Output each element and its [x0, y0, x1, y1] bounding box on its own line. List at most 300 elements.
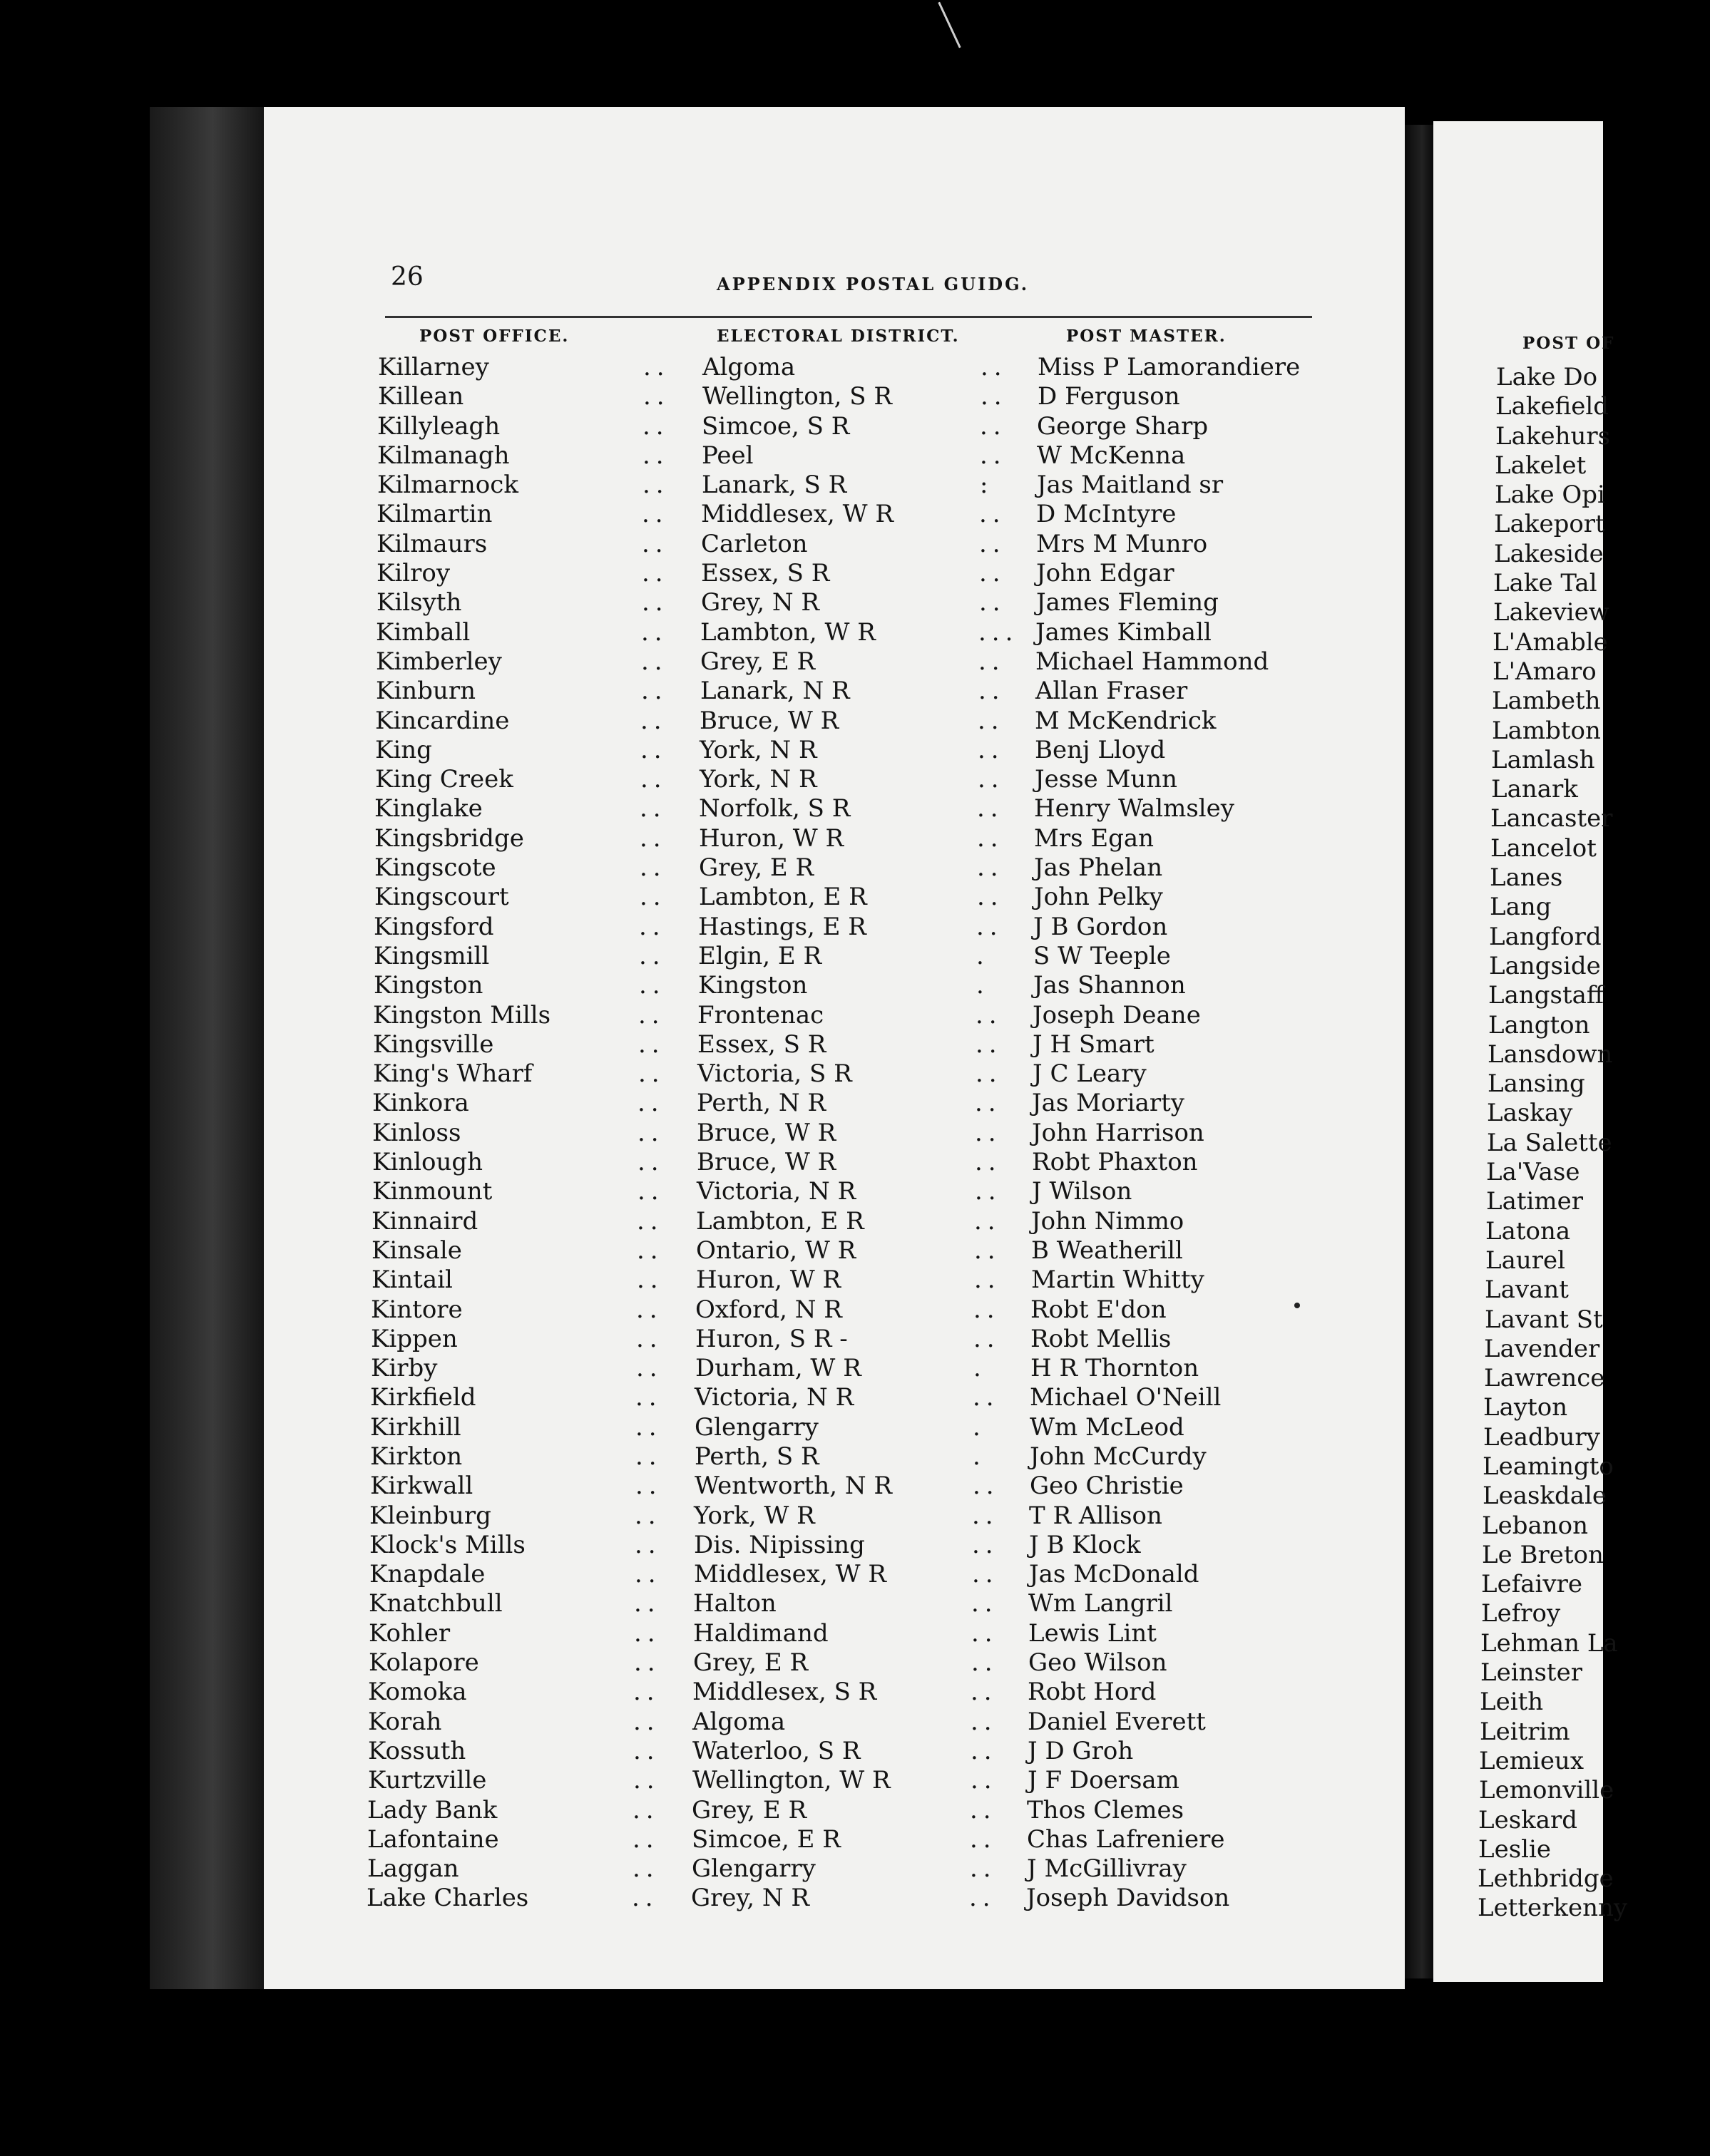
- table-row: [377, 588, 1389, 617]
- post-office-name: Killean: [378, 382, 464, 411]
- electoral-district: Lanark, N R: [700, 677, 850, 706]
- post-office-name: Kilmartin: [377, 500, 493, 529]
- leader-dots: ..: [970, 1854, 997, 1884]
- list-item: [1479, 1776, 1710, 1805]
- list-item: [1493, 598, 1710, 627]
- list-item: [1496, 510, 1710, 539]
- leader-dots: ..: [633, 1678, 660, 1707]
- post-office-name: Korah: [368, 1707, 442, 1736]
- leader-dots: ..: [971, 1707, 998, 1736]
- leader-dots: ..: [642, 588, 669, 617]
- post-office-name: L'Amable: [1493, 627, 1608, 657]
- leader-dots: ..: [973, 1324, 1000, 1353]
- post-master-name: J C Leary: [1033, 1059, 1147, 1089]
- list-item: [1484, 1364, 1710, 1393]
- list-item: [1485, 1246, 1710, 1275]
- leader-dots: ..: [971, 1766, 998, 1795]
- leader-dots: ..: [971, 1648, 998, 1678]
- leader-dots: ..: [978, 677, 1005, 706]
- post-office-table: [367, 353, 1391, 1914]
- post-master-name: J Wilson: [1032, 1177, 1132, 1206]
- leader-dots: ..: [975, 1148, 1002, 1177]
- post-master-name: James Fleming: [1036, 588, 1219, 617]
- list-item: [1480, 1628, 1710, 1658]
- leader-dots: ..: [643, 382, 670, 411]
- page-header: [0, 262, 1603, 305]
- post-office-name: Kintore: [371, 1295, 463, 1324]
- table-row: [378, 353, 1391, 382]
- leader-dots: ..: [637, 1236, 664, 1265]
- post-master-name: John Pelky: [1034, 883, 1163, 912]
- leader-dots: ..: [981, 353, 1008, 381]
- leader-dots: ..: [972, 1560, 999, 1589]
- post-master-name: D McIntyre: [1036, 500, 1177, 529]
- post-office-name: Lakeview: [1493, 598, 1609, 627]
- post-master-name: Michael O'Neill: [1030, 1383, 1222, 1412]
- table-row: [370, 1472, 1383, 1501]
- leader-dots: ..: [635, 1412, 662, 1442]
- leader-dots: ..: [643, 353, 670, 381]
- post-office-name: Lemieux: [1479, 1746, 1584, 1775]
- post-master-name: H R Thornton: [1030, 1354, 1199, 1383]
- table-row: [373, 1001, 1386, 1030]
- post-office-name: Kirkwall: [370, 1472, 473, 1501]
- post-office-name: Knapdale: [369, 1560, 486, 1589]
- leader-dots: ..: [638, 1059, 665, 1089]
- leader-dots: ..: [642, 441, 670, 470]
- leader-dots: ..: [978, 765, 1005, 794]
- list-item: [1488, 1069, 1710, 1099]
- table-row: [372, 1177, 1385, 1206]
- post-office-name: Kossuth: [368, 1736, 466, 1765]
- table-row: [370, 1383, 1383, 1412]
- post-office-name: Lake Do: [1496, 363, 1598, 391]
- post-office-name: Kingsmill: [374, 941, 490, 970]
- list-item: [1486, 1158, 1710, 1187]
- leader-dots: ..: [633, 1795, 660, 1824]
- post-office-name: Lavant St: [1485, 1305, 1603, 1334]
- leader-dots: ..: [634, 1648, 661, 1678]
- electoral-district: Bruce, W R: [697, 1148, 836, 1177]
- list-item: [1482, 1511, 1710, 1541]
- post-master-name: Wm Langril: [1028, 1589, 1173, 1618]
- leader-dots: ..: [641, 617, 668, 647]
- leader-dots: ..: [634, 1589, 661, 1618]
- list-item: [1487, 1128, 1710, 1158]
- electoral-district: Grey, E R: [692, 1795, 807, 1824]
- table-row: [377, 441, 1390, 471]
- electoral-district: Simcoe, S R: [702, 411, 850, 441]
- post-master-name: Wm McLeod: [1030, 1412, 1184, 1442]
- electoral-district: Essex, S R: [697, 1030, 826, 1059]
- leader-dots: ..: [638, 1177, 665, 1206]
- leader-dots: ..: [639, 912, 666, 941]
- list-item: [1485, 1216, 1710, 1246]
- list-item: [1478, 1894, 1710, 1923]
- leader-dots: .: [973, 1442, 986, 1471]
- leader-dots: ..: [970, 1824, 997, 1854]
- leader-dots: .: [976, 941, 990, 970]
- leader-dots: ..: [635, 1383, 662, 1412]
- post-master-name: Thos Clemes: [1027, 1795, 1184, 1824]
- list-item: [1489, 951, 1710, 981]
- leader-dots: ..: [636, 1324, 663, 1353]
- leader-dots: ..: [977, 794, 1004, 823]
- leader-dots: ..: [980, 441, 1007, 470]
- post-office-name: Leaskdale: [1483, 1482, 1607, 1511]
- electoral-district: Grey, E R: [693, 1648, 809, 1678]
- post-office-name: Kinsale: [372, 1236, 462, 1265]
- electoral-district: York, N R: [700, 765, 817, 794]
- leader-dots: ..: [977, 853, 1004, 883]
- electoral-district: Bruce, W R: [700, 706, 839, 735]
- list-item: [1493, 569, 1710, 598]
- post-office-name: Kingscote: [374, 853, 496, 883]
- list-item: [1478, 1834, 1710, 1864]
- table-row: [368, 1678, 1381, 1707]
- electoral-district: Victoria, N R: [697, 1177, 856, 1206]
- leader-dots: ..: [634, 1618, 661, 1648]
- post-office-name: Layton: [1483, 1393, 1568, 1422]
- electoral-district: Norfolk, S R: [699, 794, 851, 823]
- leader-dots: ..: [636, 1295, 663, 1324]
- electoral-district: Middlesex, W R: [701, 500, 894, 529]
- table-row: [376, 677, 1388, 706]
- electoral-district: Middlesex, S R: [692, 1678, 877, 1707]
- post-office-name: Langford: [1489, 922, 1602, 951]
- post-master-name: Robt Mellis: [1030, 1324, 1172, 1353]
- table-row: [369, 1531, 1382, 1560]
- post-office-name: Lanes: [1490, 863, 1563, 893]
- list-item: [1496, 422, 1710, 451]
- list-item: [1490, 833, 1710, 863]
- leader-dots: ..: [641, 677, 668, 706]
- electoral-district: Peel: [702, 441, 754, 470]
- post-master-name: Chas Lafreniere: [1027, 1824, 1225, 1854]
- table-row: [367, 1825, 1380, 1854]
- post-master-name: Robt E'don: [1030, 1295, 1167, 1324]
- list-item: [1496, 363, 1710, 392]
- leader-dots: ..: [972, 1530, 999, 1559]
- list-item: [1481, 1599, 1710, 1628]
- electoral-district: Victoria, N R: [695, 1383, 854, 1412]
- table-row: [372, 1089, 1385, 1118]
- table-row: [373, 1059, 1386, 1089]
- leader-dots: :: [980, 471, 994, 500]
- table-row: [372, 1236, 1384, 1266]
- electoral-district: Halton: [693, 1589, 777, 1618]
- table-row: [376, 647, 1388, 677]
- post-office-name: Kimball: [376, 617, 471, 647]
- list-item: [1496, 481, 1710, 510]
- post-office-name: Lang: [1490, 893, 1552, 922]
- leader-dots: ..: [642, 500, 669, 529]
- leader-dots: ..: [981, 382, 1008, 411]
- leader-dots: ..: [640, 823, 667, 853]
- page-number: 26: [391, 262, 424, 292]
- table-row: [374, 824, 1387, 853]
- post-office-name: Lakehurs: [1495, 421, 1611, 451]
- list-item: [1483, 1452, 1710, 1482]
- table-row: [372, 1207, 1384, 1236]
- leader-dots: ..: [976, 1059, 1003, 1089]
- leader-dots: ..: [638, 1118, 665, 1147]
- post-office-name: Kinlough: [372, 1148, 483, 1177]
- table-row: [367, 1854, 1380, 1884]
- post-office-name: Langside: [1489, 951, 1601, 980]
- leader-dots: ..: [975, 1118, 1002, 1147]
- leader-dots: ..: [976, 912, 1003, 941]
- post-office-name: Lavender: [1484, 1334, 1600, 1363]
- list-item: [1490, 863, 1710, 893]
- leader-dots: ..: [635, 1442, 662, 1471]
- list-item: [1488, 1010, 1710, 1040]
- electoral-district: Algoma: [692, 1707, 786, 1736]
- table-row: [370, 1442, 1383, 1472]
- post-office-name: Kimberley: [376, 647, 502, 676]
- table-row: [374, 794, 1387, 823]
- leader-dots: ..: [635, 1472, 662, 1501]
- post-office-name: Lefroy: [1481, 1599, 1561, 1628]
- post-office-name: Lake Charles: [367, 1884, 529, 1913]
- post-office-name: Lefaivre: [1481, 1570, 1583, 1599]
- electoral-district: Kingston: [698, 971, 808, 1000]
- leader-dots: ..: [633, 1824, 660, 1854]
- post-office-name: Lavant: [1485, 1275, 1569, 1305]
- leader-dots: ..: [633, 1707, 660, 1736]
- leader-dots: ..: [979, 529, 1006, 558]
- post-office-name: Kilsyth: [377, 588, 462, 617]
- post-master-name: S W Teeple: [1033, 941, 1171, 970]
- leader-dots: ..: [973, 1472, 1000, 1501]
- book-spine: [150, 107, 264, 1989]
- post-office-name: Lakeside: [1494, 539, 1604, 568]
- leader-dots: ..: [636, 1354, 663, 1383]
- leader-dots: ..: [971, 1736, 998, 1765]
- list-item: [1486, 1187, 1710, 1216]
- list-item: [1493, 627, 1710, 657]
- list-item: [1496, 451, 1710, 481]
- column-header-post-master: POST MASTER.: [1066, 327, 1227, 346]
- post-master-name: Geo Christie: [1030, 1472, 1184, 1501]
- leader-dots: ..: [976, 1000, 1003, 1030]
- electoral-district: Elgin, E R: [698, 941, 822, 970]
- post-office-name: Langton: [1488, 1010, 1590, 1040]
- post-office-name: Kinloss: [372, 1118, 461, 1147]
- table-row: [374, 971, 1386, 1000]
- leader-dots: ..: [632, 1884, 659, 1913]
- leader-dots: ..: [640, 853, 667, 883]
- table-row: [372, 1148, 1385, 1177]
- post-office-name: King Creek: [375, 765, 513, 794]
- scan-scratch: [938, 2, 961, 48]
- electoral-district: Middlesex, W R: [694, 1560, 886, 1589]
- post-office-name: Latimer: [1486, 1187, 1583, 1216]
- post-master-name: J McGillivray: [1027, 1854, 1187, 1884]
- electoral-district: Lambton, E R: [696, 1206, 864, 1236]
- table-row: [374, 853, 1387, 883]
- right-page-column-header: POST OF: [1522, 334, 1615, 353]
- post-office-name: Killarney: [378, 353, 489, 381]
- post-office-name: Leamingto: [1483, 1452, 1614, 1481]
- leader-dots: ..: [633, 1736, 660, 1765]
- post-office-name: Lake Tal: [1493, 569, 1597, 598]
- table-row: [368, 1737, 1381, 1766]
- table-row: [373, 1030, 1386, 1059]
- table-row: [374, 942, 1386, 971]
- list-item: [1478, 1805, 1710, 1835]
- leader-dots: ..: [979, 500, 1006, 529]
- post-office-name: Kirby: [371, 1354, 438, 1383]
- leader-dots: ..: [974, 1266, 1001, 1295]
- electoral-district: Essex, S R: [701, 559, 830, 588]
- post-master-name: Miss P Lamorandiere: [1038, 353, 1301, 381]
- post-office-name: La'Vase: [1486, 1158, 1580, 1187]
- electoral-district: Huron, W R: [696, 1266, 841, 1295]
- post-master-name: Mrs Egan: [1034, 823, 1154, 853]
- post-office-name: Leadbury: [1483, 1422, 1600, 1452]
- post-master-name: John Edgar: [1036, 559, 1174, 588]
- table-row: [377, 500, 1389, 529]
- electoral-district: Hastings, E R: [698, 912, 866, 941]
- list-item: [1480, 1717, 1710, 1747]
- table-row: [374, 883, 1387, 912]
- leader-dots: .: [973, 1354, 987, 1383]
- list-item: [1490, 804, 1710, 833]
- electoral-district: Wellington, S R: [702, 382, 892, 411]
- post-office-name: Kinmount: [372, 1177, 493, 1206]
- column-header-post-office: POST OFFICE.: [419, 327, 570, 346]
- table-row: [371, 1325, 1383, 1354]
- post-office-name: Le Breton: [1482, 1540, 1604, 1569]
- post-office-name: Laggan: [367, 1854, 459, 1884]
- electoral-district: Victoria, S R: [697, 1059, 852, 1089]
- table-row: [369, 1589, 1381, 1618]
- table-row: [377, 412, 1390, 441]
- post-office-name: Knatchbull: [369, 1589, 503, 1618]
- table-row: [371, 1295, 1383, 1325]
- electoral-district: Oxford, N R: [695, 1295, 842, 1324]
- post-master-name: Jas McDonald: [1029, 1560, 1199, 1589]
- electoral-district: Huron, S R -: [695, 1324, 848, 1353]
- post-office-name: Lanark: [1491, 775, 1578, 804]
- post-master-name: Jas Phelan: [1034, 853, 1163, 883]
- leader-dots: ..: [976, 1030, 1003, 1059]
- leader-dots: ..: [975, 1177, 1002, 1206]
- list-item: [1488, 1040, 1710, 1069]
- list-item: [1484, 1334, 1710, 1364]
- header-rule: [385, 316, 1312, 318]
- post-master-name: Jesse Munn: [1035, 765, 1178, 794]
- post-office-name: Kolapore: [369, 1648, 479, 1678]
- leader-dots: ..: [974, 1236, 1001, 1265]
- table-row: [377, 559, 1389, 588]
- post-master-name: J D Groh: [1028, 1736, 1134, 1765]
- list-item: [1493, 657, 1710, 687]
- post-master-name: D Ferguson: [1038, 382, 1180, 411]
- post-master-name: M McKendrick: [1035, 706, 1217, 735]
- leader-dots: ..: [977, 823, 1004, 853]
- electoral-district: Lambton, W R: [700, 617, 876, 647]
- leader-dots: ..: [640, 883, 667, 912]
- post-office-name: Kirkton: [370, 1442, 463, 1471]
- electoral-district: Frontenac: [697, 1000, 824, 1030]
- table-row: [367, 1884, 1379, 1913]
- leader-dots: ..: [971, 1589, 998, 1618]
- post-office-name: Komoka: [368, 1678, 467, 1707]
- table-row: [375, 736, 1388, 765]
- table-row: [376, 618, 1388, 647]
- post-master-name: T R Allison: [1029, 1501, 1162, 1530]
- list-item: [1488, 981, 1710, 1010]
- table-row: [368, 1708, 1381, 1737]
- leader-dots: ..: [633, 1854, 660, 1884]
- post-office-name: King's Wharf: [373, 1059, 533, 1089]
- leader-dots: ..: [638, 1030, 665, 1059]
- leader-dots: ..: [639, 971, 666, 1000]
- leader-dots: ..: [642, 471, 670, 500]
- table-row: [369, 1648, 1381, 1678]
- leader-dots: ..: [969, 1884, 996, 1913]
- post-master-name: Benj Lloyd: [1035, 735, 1166, 764]
- list-item: [1485, 1305, 1710, 1335]
- post-office-name: Lemonville: [1479, 1776, 1614, 1805]
- list-item: [1479, 1746, 1710, 1776]
- leader-dots: ..: [641, 647, 668, 676]
- leader-dots: ..: [978, 735, 1005, 764]
- list-item: [1478, 1864, 1710, 1894]
- post-office-name: Lehman La: [1480, 1628, 1618, 1658]
- post-office-name: Lakeport: [1494, 510, 1605, 539]
- post-master-name: Allan Fraser: [1035, 677, 1188, 706]
- leader-dots: ..: [971, 1678, 998, 1707]
- post-office-name: Kingscourt: [374, 883, 509, 912]
- post-office-name: Laskay: [1487, 1099, 1573, 1128]
- table-row: [375, 765, 1388, 794]
- leader-dots: ..: [637, 1266, 664, 1295]
- electoral-district: York, N R: [700, 735, 817, 764]
- leader-dots: ..: [970, 1795, 997, 1824]
- leader-dots: ..: [637, 1206, 664, 1236]
- post-office-name: Letterkenny: [1478, 1894, 1628, 1923]
- electoral-district: Carleton: [701, 529, 808, 558]
- electoral-district: Dis. Nipissing: [694, 1530, 865, 1559]
- electoral-district: Haldimand: [693, 1618, 829, 1648]
- post-office-name: Kilmarnock: [377, 471, 518, 500]
- post-office-name: Latona: [1485, 1216, 1571, 1246]
- electoral-district: Waterloo, S R: [692, 1736, 861, 1765]
- leader-dots: ..: [978, 706, 1005, 735]
- table-row: [367, 1796, 1380, 1825]
- list-item: [1492, 687, 1710, 716]
- list-item: [1485, 1275, 1710, 1305]
- list-item: [1480, 1688, 1710, 1717]
- post-master-name: B Weatherill: [1031, 1236, 1183, 1265]
- post-office-name: Kilmanagh: [377, 441, 510, 470]
- right-page-list: [1478, 363, 1710, 1924]
- post-office-name: Kingston: [374, 971, 483, 1000]
- leader-dots: ..: [642, 411, 670, 441]
- post-master-name: Mrs M Munro: [1036, 529, 1208, 558]
- leader-dots: ..: [977, 883, 1004, 912]
- post-office-name: Lafontaine: [367, 1824, 499, 1854]
- leader-dots: ..: [635, 1560, 662, 1589]
- post-master-name: J B Gordon: [1033, 912, 1168, 941]
- list-item: [1492, 716, 1710, 746]
- post-master-name: Robt Phaxton: [1032, 1148, 1198, 1177]
- table-row: [375, 707, 1388, 736]
- electoral-district: Ontario, W R: [696, 1236, 856, 1265]
